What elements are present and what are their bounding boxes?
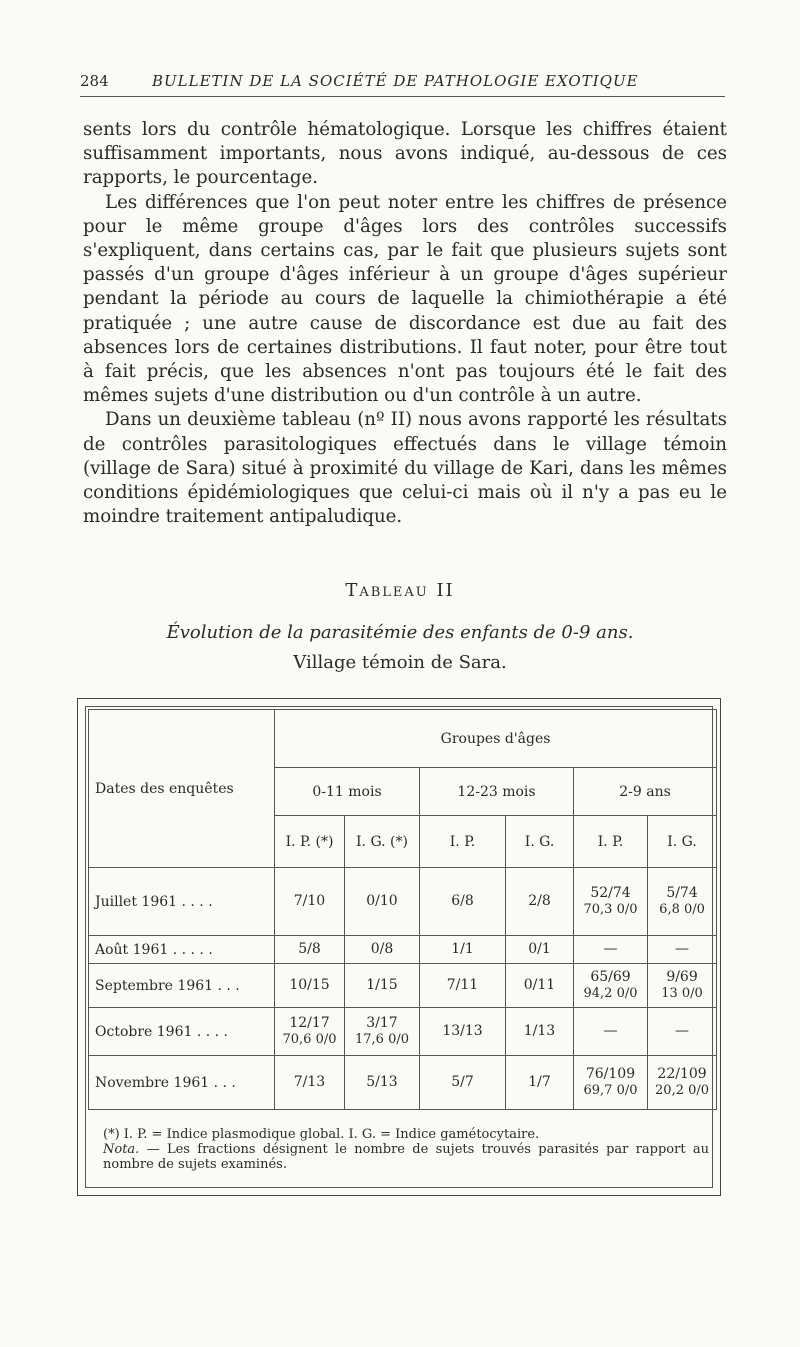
nota <box>103 1142 709 1172</box>
table-cell <box>275 964 345 1008</box>
table-cell <box>345 936 420 964</box>
cell-fraction: 7/13 <box>293 1074 326 1090</box>
table-notes <box>103 1127 709 1172</box>
table-cell <box>648 868 717 936</box>
subheader: I. P. (*) <box>275 816 345 868</box>
cell-fraction: 0/8 <box>370 941 394 957</box>
paragraph-2: Les différences que l'on peut noter entre les chiffres de présence pour le même groupe d'âges lors des contrôles successifs s'expliquent, dans certains cas, par le fait que plusieurs sujets sont passés d'un groupe d'âges inférieur à un groupe d'âges supérieur pendant la période au cours de laquelle la chimiothérapie a été pratiquée ; une autre cause de discordance est due au fait des absences lors de certaines distributions. Il faut noter, pour être tout à fait précis, que les absences n'ont pas toujours été le fait des mêmes sujets d'une distribution ou d'un contrôle à un autre. <box>83 191 727 407</box>
cell-fraction: 10/15 <box>289 977 330 993</box>
subheader: I. G. <box>648 816 717 868</box>
cell-fraction: — <box>675 941 690 957</box>
table-cell <box>574 1056 648 1110</box>
table-cell <box>420 1008 506 1056</box>
data-table <box>88 709 717 1110</box>
cell-fraction: 1/1 <box>451 941 474 957</box>
cell-fraction: 3/17 <box>366 1015 398 1031</box>
cell-fraction: 0/1 <box>528 941 551 957</box>
table-cell <box>345 964 420 1008</box>
cell-fraction: 52/74 <box>590 885 631 901</box>
table-cell <box>648 1056 717 1110</box>
table-cell <box>506 868 574 936</box>
table-subtitle-village: Village témoin de Sara. <box>293 652 507 673</box>
cell-fraction: 7/11 <box>446 977 479 993</box>
table-row <box>89 936 717 964</box>
table-cell <box>506 964 574 1008</box>
table-cell <box>506 1056 574 1110</box>
table-cell <box>574 1008 648 1056</box>
table-row <box>89 964 717 1008</box>
header-rule <box>80 96 725 97</box>
table-cell <box>506 936 574 964</box>
cell-percentage: 70,3 0/0 <box>583 902 638 917</box>
cell-fraction: 1/15 <box>366 977 398 993</box>
cell-fraction: 0/11 <box>523 977 556 993</box>
cell-percentage: 94,2 0/0 <box>583 986 638 1001</box>
cell-fraction: 76/109 <box>585 1066 636 1082</box>
page-number: 284 <box>80 72 109 90</box>
cell-fraction: 7/10 <box>293 893 326 909</box>
running-title: BULLETIN DE LA SOCIÉTÉ DE PATHOLOGIE EXOTIQUE <box>152 72 639 90</box>
cell-percentage: 70,6 0/0 <box>282 1032 337 1047</box>
table-cell <box>574 936 648 964</box>
cell-fraction: 2/8 <box>528 893 551 909</box>
group-header: 12-23 mois <box>420 768 574 816</box>
cell-fraction: 65/69 <box>590 969 631 985</box>
table-cell <box>345 868 420 936</box>
table-cell <box>420 964 506 1008</box>
cell-percentage: 13 0/0 <box>661 986 703 1001</box>
subheader: I. P. <box>420 816 506 868</box>
cell-fraction: 12/17 <box>289 1015 330 1031</box>
table-cell <box>275 936 345 964</box>
subheader: I. G. <box>506 816 574 868</box>
groups-header: Groupes d'âges <box>275 710 717 768</box>
cell-fraction: 5/8 <box>298 941 321 957</box>
body-text <box>83 118 727 529</box>
subheader: I. G. (*) <box>345 816 420 868</box>
running-header <box>80 68 725 98</box>
cell-fraction: 9/69 <box>666 969 698 985</box>
cell-fraction: 0/10 <box>366 893 398 909</box>
cell-fraction: — <box>675 1023 690 1039</box>
row-date: Octobre 1961 . . . . <box>89 1008 275 1056</box>
nota-label: Nota. <box>103 1142 140 1157</box>
table-cell <box>648 1008 717 1056</box>
table-cell <box>275 868 345 936</box>
table-row <box>89 868 717 936</box>
cell-fraction: 13/13 <box>442 1023 483 1039</box>
group-header: 2-9 ans <box>574 768 717 816</box>
cell-percentage: 17,6 0/0 <box>355 1032 409 1047</box>
row-date: Novembre 1961 . . . <box>89 1056 275 1110</box>
dates-header: Dates des enquêtes <box>89 710 275 868</box>
table-cell <box>648 964 717 1008</box>
cell-fraction: 1/13 <box>523 1023 556 1039</box>
row-date: Septembre 1961 . . . <box>89 964 275 1008</box>
subheader: I. P. <box>574 816 648 868</box>
group-header: 0-11 mois <box>275 768 420 816</box>
table-subtitle: Évolution de la parasitémie des enfants de 0-9 ans. <box>166 622 634 643</box>
table-row <box>89 1056 717 1110</box>
cell-fraction: 6/8 <box>451 893 474 909</box>
cell-percentage: 69,7 0/0 <box>583 1083 638 1098</box>
cell-fraction: 1/7 <box>528 1074 551 1090</box>
paragraph-3: Dans un deuxième tableau (nº II) nous avons rapporté les résultats de contrôles parasitologiques effectués dans le village témoin (village de Sara) situé à proximité du village de Kari, dans les mêmes conditions épidémiologiques que celui-ci mais où il n'y a pas eu le moindre traitement antipaludique. <box>83 409 727 528</box>
cell-fraction: 5/74 <box>666 885 698 901</box>
table-cell <box>574 868 648 936</box>
cell-percentage: 20,2 0/0 <box>655 1083 710 1098</box>
table-cell <box>574 964 648 1008</box>
nota-text: — Les fractions désignent le nombre de sujets trouvés parasités par rapport au nombre de sujets examinés. <box>103 1142 709 1172</box>
table-cell <box>345 1056 420 1110</box>
paragraph-1: sents lors du contrôle hématologique. Lorsque les chiffres étaient suffisamment importants, nous avons indiqué, au-dessous de ces rapports, le pourcentage. <box>83 119 727 189</box>
table-cell <box>420 936 506 964</box>
row-date: Juillet 1961 . . . . <box>89 868 275 936</box>
table-cell <box>506 1008 574 1056</box>
cell-fraction: — <box>603 1023 618 1039</box>
cell-fraction: 22/109 <box>657 1066 707 1082</box>
footnote: (*) I. P. = Indice plasmodique global. I. G. = Indice gamétocytaire. <box>103 1127 540 1142</box>
table-cell <box>275 1056 345 1110</box>
table-cell <box>345 1008 420 1056</box>
table-label: Tableau II <box>345 580 455 601</box>
table-cell <box>275 1008 345 1056</box>
table-row <box>89 1008 717 1056</box>
cell-fraction: 5/7 <box>451 1074 474 1090</box>
table-cell <box>648 936 717 964</box>
cell-percentage: 6,8 0/0 <box>659 902 705 917</box>
table-cell <box>420 868 506 936</box>
table-cell <box>420 1056 506 1110</box>
cell-fraction: 5/13 <box>366 1074 398 1090</box>
row-date: Août 1961 . . . . . <box>89 936 275 964</box>
cell-fraction: — <box>603 941 618 957</box>
